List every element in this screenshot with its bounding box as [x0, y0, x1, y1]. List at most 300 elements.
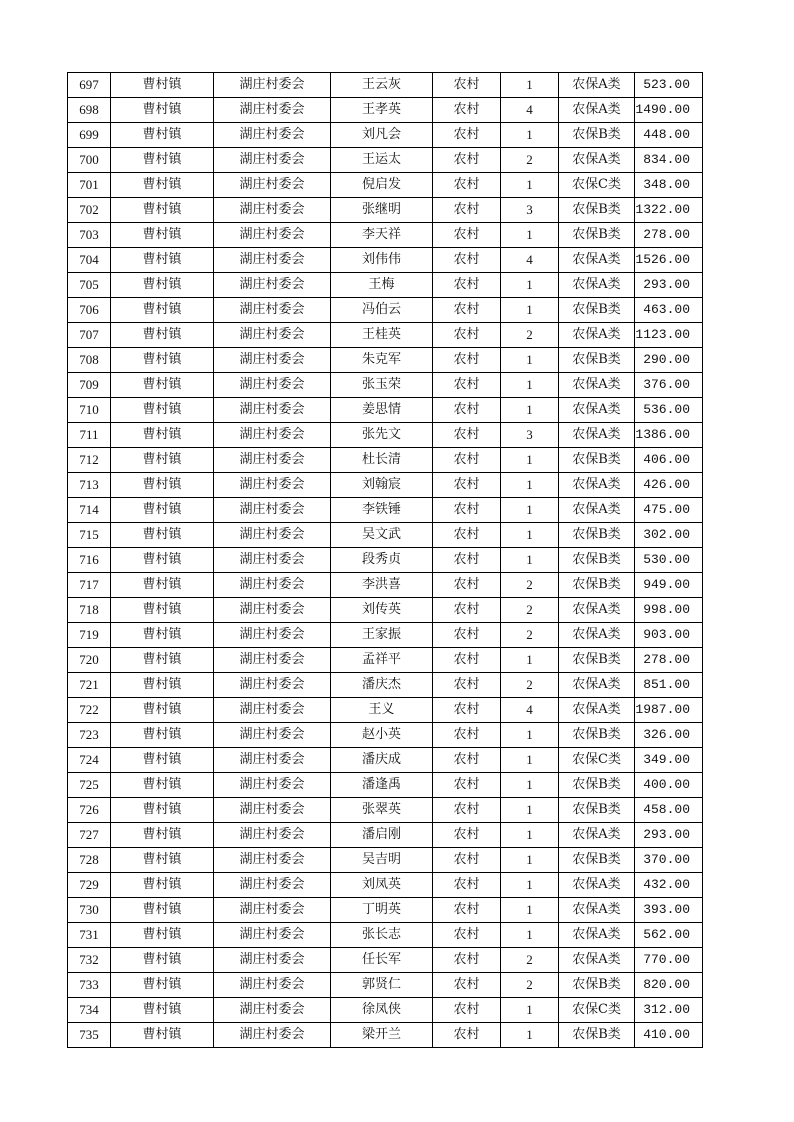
cell-row-number: 713 — [68, 473, 111, 498]
cell-insurance-category: 农保A类 — [559, 923, 635, 948]
cell-person-name: 冯伯云 — [331, 298, 433, 323]
cell-insurance-category: 农保C类 — [559, 748, 635, 773]
cell-row-number: 705 — [68, 273, 111, 298]
cell-row-number: 724 — [68, 748, 111, 773]
cell-area-type: 农村 — [433, 598, 501, 623]
cell-town: 曹村镇 — [111, 273, 214, 298]
cell-row-number: 722 — [68, 698, 111, 723]
cell-household-count: 3 — [501, 423, 559, 448]
cell-insurance-category: 农保A类 — [559, 823, 635, 848]
cell-area-type: 农村 — [433, 298, 501, 323]
cell-row-number: 703 — [68, 223, 111, 248]
cell-amount: 1322.00 — [635, 198, 703, 223]
cell-area-type: 农村 — [433, 98, 501, 123]
cell-amount: 293.00 — [635, 823, 703, 848]
cell-village-committee: 湖庄村委会 — [214, 423, 331, 448]
cell-village-committee: 湖庄村委会 — [214, 148, 331, 173]
cell-household-count: 4 — [501, 698, 559, 723]
cell-town: 曹村镇 — [111, 423, 214, 448]
cell-insurance-category: 农保A类 — [559, 423, 635, 448]
cell-amount: 770.00 — [635, 948, 703, 973]
cell-amount: 432.00 — [635, 873, 703, 898]
cell-person-name: 张长志 — [331, 923, 433, 948]
cell-person-name: 倪启发 — [331, 173, 433, 198]
cell-area-type: 农村 — [433, 898, 501, 923]
cell-person-name: 王家振 — [331, 623, 433, 648]
cell-village-committee: 湖庄村委会 — [214, 548, 331, 573]
cell-insurance-category: 农保A类 — [559, 873, 635, 898]
cell-amount: 1123.00 — [635, 323, 703, 348]
cell-insurance-category: 农保B类 — [559, 523, 635, 548]
cell-amount: 1987.00 — [635, 698, 703, 723]
cell-town: 曹村镇 — [111, 873, 214, 898]
cell-town: 曹村镇 — [111, 948, 214, 973]
cell-area-type: 农村 — [433, 623, 501, 648]
cell-village-committee: 湖庄村委会 — [214, 748, 331, 773]
cell-row-number: 725 — [68, 773, 111, 798]
cell-area-type: 农村 — [433, 173, 501, 198]
cell-row-number: 734 — [68, 998, 111, 1023]
table-row — [68, 273, 703, 298]
cell-household-count: 1 — [501, 498, 559, 523]
cell-insurance-category: 农保A类 — [559, 398, 635, 423]
cell-person-name: 潘启刚 — [331, 823, 433, 848]
cell-amount: 376.00 — [635, 373, 703, 398]
cell-town: 曹村镇 — [111, 798, 214, 823]
cell-insurance-category: 农保B类 — [559, 448, 635, 473]
table-row — [68, 473, 703, 498]
cell-village-committee: 湖庄村委会 — [214, 223, 331, 248]
table-row — [68, 1023, 703, 1048]
cell-village-committee: 湖庄村委会 — [214, 673, 331, 698]
cell-person-name: 郭贤仁 — [331, 973, 433, 998]
cell-insurance-category: 农保B类 — [559, 223, 635, 248]
table-row — [68, 498, 703, 523]
cell-household-count: 1 — [501, 748, 559, 773]
cell-town: 曹村镇 — [111, 823, 214, 848]
cell-town: 曹村镇 — [111, 98, 214, 123]
cell-village-committee: 湖庄村委会 — [214, 948, 331, 973]
cell-person-name: 丁明英 — [331, 898, 433, 923]
cell-household-count: 4 — [501, 248, 559, 273]
table-row — [68, 298, 703, 323]
cell-village-committee: 湖庄村委会 — [214, 623, 331, 648]
cell-household-count: 1 — [501, 398, 559, 423]
cell-row-number: 718 — [68, 598, 111, 623]
cell-insurance-category: 农保B类 — [559, 848, 635, 873]
cell-household-count: 1 — [501, 298, 559, 323]
table-row — [68, 148, 703, 173]
cell-amount: 851.00 — [635, 673, 703, 698]
cell-amount: 523.00 — [635, 73, 703, 98]
cell-amount: 448.00 — [635, 123, 703, 148]
cell-row-number: 704 — [68, 248, 111, 273]
cell-insurance-category: 农保C类 — [559, 998, 635, 1023]
cell-household-count: 1 — [501, 998, 559, 1023]
cell-person-name: 梁开兰 — [331, 1023, 433, 1048]
cell-area-type: 农村 — [433, 723, 501, 748]
cell-row-number: 710 — [68, 398, 111, 423]
cell-person-name: 朱克军 — [331, 348, 433, 373]
cell-village-committee: 湖庄村委会 — [214, 173, 331, 198]
cell-insurance-category: 农保A类 — [559, 498, 635, 523]
cell-household-count: 1 — [501, 1023, 559, 1048]
cell-amount: 348.00 — [635, 173, 703, 198]
table-row — [68, 898, 703, 923]
cell-person-name: 刘传英 — [331, 598, 433, 623]
cell-household-count: 2 — [501, 323, 559, 348]
cell-area-type: 农村 — [433, 223, 501, 248]
cell-amount: 278.00 — [635, 648, 703, 673]
table-row — [68, 623, 703, 648]
cell-insurance-category: 农保B类 — [559, 198, 635, 223]
cell-town: 曹村镇 — [111, 673, 214, 698]
cell-area-type: 农村 — [433, 573, 501, 598]
cell-insurance-category: 农保A类 — [559, 248, 635, 273]
cell-insurance-category: 农保B类 — [559, 773, 635, 798]
table-row — [68, 423, 703, 448]
cell-row-number: 729 — [68, 873, 111, 898]
cell-town: 曹村镇 — [111, 398, 214, 423]
cell-amount: 400.00 — [635, 773, 703, 798]
cell-town: 曹村镇 — [111, 498, 214, 523]
cell-town: 曹村镇 — [111, 773, 214, 798]
cell-person-name: 潘庆杰 — [331, 673, 433, 698]
cell-household-count: 1 — [501, 173, 559, 198]
cell-person-name: 孟祥平 — [331, 648, 433, 673]
cell-household-count: 1 — [501, 223, 559, 248]
cell-household-count: 1 — [501, 898, 559, 923]
cell-area-type: 农村 — [433, 548, 501, 573]
cell-household-count: 2 — [501, 598, 559, 623]
cell-person-name: 潘逢禹 — [331, 773, 433, 798]
cell-village-committee: 湖庄村委会 — [214, 798, 331, 823]
table-row — [68, 123, 703, 148]
cell-household-count: 1 — [501, 273, 559, 298]
cell-row-number: 717 — [68, 573, 111, 598]
cell-person-name: 姜思情 — [331, 398, 433, 423]
cell-household-count: 1 — [501, 723, 559, 748]
cell-row-number: 732 — [68, 948, 111, 973]
table-row — [68, 373, 703, 398]
cell-row-number: 720 — [68, 648, 111, 673]
cell-household-count: 2 — [501, 948, 559, 973]
cell-amount: 949.00 — [635, 573, 703, 598]
table-row — [68, 748, 703, 773]
cell-area-type: 农村 — [433, 198, 501, 223]
table-row — [68, 823, 703, 848]
cell-insurance-category: 农保B类 — [559, 1023, 635, 1048]
cell-household-count: 2 — [501, 623, 559, 648]
cell-area-type: 农村 — [433, 273, 501, 298]
cell-household-count: 1 — [501, 823, 559, 848]
cell-person-name: 王运太 — [331, 148, 433, 173]
cell-area-type: 农村 — [433, 348, 501, 373]
cell-amount: 370.00 — [635, 848, 703, 873]
cell-village-committee: 湖庄村委会 — [214, 298, 331, 323]
cell-area-type: 农村 — [433, 798, 501, 823]
cell-village-committee: 湖庄村委会 — [214, 873, 331, 898]
cell-town: 曹村镇 — [111, 173, 214, 198]
cell-town: 曹村镇 — [111, 198, 214, 223]
cell-amount: 463.00 — [635, 298, 703, 323]
cell-insurance-category: 农保A类 — [559, 948, 635, 973]
cell-person-name: 赵小英 — [331, 723, 433, 748]
cell-area-type: 农村 — [433, 498, 501, 523]
cell-row-number: 709 — [68, 373, 111, 398]
cell-household-count: 1 — [501, 798, 559, 823]
cell-person-name: 徐凤侠 — [331, 998, 433, 1023]
table-row — [68, 223, 703, 248]
table-row — [68, 348, 703, 373]
cell-person-name: 吴吉明 — [331, 848, 433, 873]
cell-insurance-category: 农保B类 — [559, 298, 635, 323]
cell-household-count: 1 — [501, 373, 559, 398]
cell-person-name: 李洪喜 — [331, 573, 433, 598]
cell-insurance-category: 农保A类 — [559, 698, 635, 723]
cell-amount: 475.00 — [635, 498, 703, 523]
cell-insurance-category: 农保B类 — [559, 348, 635, 373]
records-table — [67, 72, 703, 1048]
cell-person-name: 潘庆成 — [331, 748, 433, 773]
cell-insurance-category: 农保B类 — [559, 548, 635, 573]
cell-person-name: 王孝英 — [331, 98, 433, 123]
cell-amount: 1386.00 — [635, 423, 703, 448]
cell-village-committee: 湖庄村委会 — [214, 398, 331, 423]
table-row — [68, 973, 703, 998]
cell-town: 曹村镇 — [111, 373, 214, 398]
cell-village-committee: 湖庄村委会 — [214, 373, 331, 398]
cell-household-count: 1 — [501, 923, 559, 948]
table-row — [68, 323, 703, 348]
cell-village-committee: 湖庄村委会 — [214, 698, 331, 723]
table-row — [68, 198, 703, 223]
cell-village-committee: 湖庄村委会 — [214, 498, 331, 523]
table-row — [68, 948, 703, 973]
cell-row-number: 698 — [68, 98, 111, 123]
table-row — [68, 673, 703, 698]
cell-insurance-category: 农保A类 — [559, 73, 635, 98]
cell-area-type: 农村 — [433, 448, 501, 473]
cell-town: 曹村镇 — [111, 998, 214, 1023]
cell-town: 曹村镇 — [111, 298, 214, 323]
cell-village-committee: 湖庄村委会 — [214, 998, 331, 1023]
cell-village-committee: 湖庄村委会 — [214, 473, 331, 498]
cell-row-number: 728 — [68, 848, 111, 873]
cell-amount: 349.00 — [635, 748, 703, 773]
cell-insurance-category: 农保A类 — [559, 98, 635, 123]
cell-town: 曹村镇 — [111, 973, 214, 998]
cell-village-committee: 湖庄村委会 — [214, 1023, 331, 1048]
cell-person-name: 杜长清 — [331, 448, 433, 473]
cell-area-type: 农村 — [433, 148, 501, 173]
cell-row-number: 716 — [68, 548, 111, 573]
cell-row-number: 726 — [68, 798, 111, 823]
cell-household-count: 4 — [501, 98, 559, 123]
cell-amount: 562.00 — [635, 923, 703, 948]
cell-household-count: 2 — [501, 573, 559, 598]
cell-town: 曹村镇 — [111, 1023, 214, 1048]
cell-row-number: 701 — [68, 173, 111, 198]
cell-row-number: 711 — [68, 423, 111, 448]
cell-household-count: 3 — [501, 198, 559, 223]
cell-row-number: 719 — [68, 623, 111, 648]
cell-insurance-category: 农保A类 — [559, 623, 635, 648]
cell-insurance-category: 农保B类 — [559, 723, 635, 748]
cell-household-count: 2 — [501, 148, 559, 173]
cell-area-type: 农村 — [433, 998, 501, 1023]
cell-village-committee: 湖庄村委会 — [214, 898, 331, 923]
cell-household-count: 2 — [501, 973, 559, 998]
cell-area-type: 农村 — [433, 523, 501, 548]
cell-area-type: 农村 — [433, 248, 501, 273]
cell-household-count: 1 — [501, 448, 559, 473]
table-row — [68, 648, 703, 673]
cell-amount: 293.00 — [635, 273, 703, 298]
table-row — [68, 73, 703, 98]
cell-amount: 426.00 — [635, 473, 703, 498]
cell-village-committee: 湖庄村委会 — [214, 523, 331, 548]
table-row — [68, 798, 703, 823]
cell-person-name: 张玉荣 — [331, 373, 433, 398]
cell-area-type: 农村 — [433, 823, 501, 848]
cell-area-type: 农村 — [433, 673, 501, 698]
table-row — [68, 98, 703, 123]
cell-row-number: 714 — [68, 498, 111, 523]
cell-area-type: 农村 — [433, 423, 501, 448]
cell-row-number: 706 — [68, 298, 111, 323]
cell-row-number: 715 — [68, 523, 111, 548]
cell-town: 曹村镇 — [111, 448, 214, 473]
table-row — [68, 248, 703, 273]
table-body — [68, 73, 703, 1048]
cell-town: 曹村镇 — [111, 348, 214, 373]
cell-insurance-category: 农保C类 — [559, 173, 635, 198]
cell-person-name: 张翠英 — [331, 798, 433, 823]
cell-town: 曹村镇 — [111, 698, 214, 723]
cell-row-number: 721 — [68, 673, 111, 698]
cell-household-count: 1 — [501, 848, 559, 873]
cell-amount: 820.00 — [635, 973, 703, 998]
table-row — [68, 598, 703, 623]
cell-area-type: 农村 — [433, 73, 501, 98]
table-row — [68, 848, 703, 873]
cell-amount: 393.00 — [635, 898, 703, 923]
cell-person-name: 李铁锤 — [331, 498, 433, 523]
cell-insurance-category: 农保B类 — [559, 123, 635, 148]
cell-village-committee: 湖庄村委会 — [214, 723, 331, 748]
cell-village-committee: 湖庄村委会 — [214, 448, 331, 473]
cell-insurance-category: 农保B类 — [559, 648, 635, 673]
cell-area-type: 农村 — [433, 698, 501, 723]
cell-amount: 406.00 — [635, 448, 703, 473]
cell-area-type: 农村 — [433, 373, 501, 398]
table-row — [68, 573, 703, 598]
table-row — [68, 998, 703, 1023]
cell-insurance-category: 农保B类 — [559, 973, 635, 998]
cell-row-number: 699 — [68, 123, 111, 148]
cell-household-count: 1 — [501, 123, 559, 148]
cell-town: 曹村镇 — [111, 723, 214, 748]
cell-row-number: 712 — [68, 448, 111, 473]
cell-amount: 302.00 — [635, 523, 703, 548]
cell-town: 曹村镇 — [111, 848, 214, 873]
cell-village-committee: 湖庄村委会 — [214, 923, 331, 948]
cell-person-name: 王云灰 — [331, 73, 433, 98]
cell-row-number: 708 — [68, 348, 111, 373]
cell-amount: 278.00 — [635, 223, 703, 248]
cell-person-name: 刘伟伟 — [331, 248, 433, 273]
cell-household-count: 1 — [501, 648, 559, 673]
cell-village-committee: 湖庄村委会 — [214, 773, 331, 798]
cell-insurance-category: 农保B类 — [559, 798, 635, 823]
cell-row-number: 727 — [68, 823, 111, 848]
cell-amount: 903.00 — [635, 623, 703, 648]
cell-village-committee: 湖庄村委会 — [214, 573, 331, 598]
cell-town: 曹村镇 — [111, 323, 214, 348]
cell-row-number: 733 — [68, 973, 111, 998]
cell-row-number: 730 — [68, 898, 111, 923]
cell-village-committee: 湖庄村委会 — [214, 323, 331, 348]
table-row — [68, 548, 703, 573]
cell-town: 曹村镇 — [111, 748, 214, 773]
cell-person-name: 李天祥 — [331, 223, 433, 248]
cell-person-name: 王桂英 — [331, 323, 433, 348]
cell-household-count: 1 — [501, 348, 559, 373]
cell-row-number: 702 — [68, 198, 111, 223]
cell-village-committee: 湖庄村委会 — [214, 973, 331, 998]
cell-household-count: 2 — [501, 673, 559, 698]
cell-row-number: 723 — [68, 723, 111, 748]
cell-town: 曹村镇 — [111, 548, 214, 573]
cell-household-count: 1 — [501, 73, 559, 98]
cell-town: 曹村镇 — [111, 923, 214, 948]
cell-area-type: 农村 — [433, 848, 501, 873]
cell-town: 曹村镇 — [111, 248, 214, 273]
cell-village-committee: 湖庄村委会 — [214, 248, 331, 273]
table-row — [68, 523, 703, 548]
cell-amount: 312.00 — [635, 998, 703, 1023]
cell-row-number: 700 — [68, 148, 111, 173]
table-row — [68, 448, 703, 473]
cell-person-name: 吴文武 — [331, 523, 433, 548]
cell-insurance-category: 农保A类 — [559, 673, 635, 698]
cell-village-committee: 湖庄村委会 — [214, 648, 331, 673]
cell-town: 曹村镇 — [111, 898, 214, 923]
cell-insurance-category: 农保A类 — [559, 148, 635, 173]
cell-village-committee: 湖庄村委会 — [214, 848, 331, 873]
cell-insurance-category: 农保A类 — [559, 898, 635, 923]
cell-person-name: 王义 — [331, 698, 433, 723]
cell-area-type: 农村 — [433, 1023, 501, 1048]
cell-household-count: 1 — [501, 548, 559, 573]
cell-person-name: 王梅 — [331, 273, 433, 298]
cell-area-type: 农村 — [433, 323, 501, 348]
cell-town: 曹村镇 — [111, 523, 214, 548]
table-row — [68, 698, 703, 723]
cell-area-type: 农村 — [433, 923, 501, 948]
cell-amount: 458.00 — [635, 798, 703, 823]
cell-area-type: 农村 — [433, 773, 501, 798]
cell-person-name: 刘凡会 — [331, 123, 433, 148]
table-row — [68, 723, 703, 748]
cell-row-number: 731 — [68, 923, 111, 948]
cell-village-committee: 湖庄村委会 — [214, 73, 331, 98]
table-row — [68, 398, 703, 423]
cell-person-name: 任长军 — [331, 948, 433, 973]
cell-area-type: 农村 — [433, 948, 501, 973]
cell-area-type: 农村 — [433, 123, 501, 148]
